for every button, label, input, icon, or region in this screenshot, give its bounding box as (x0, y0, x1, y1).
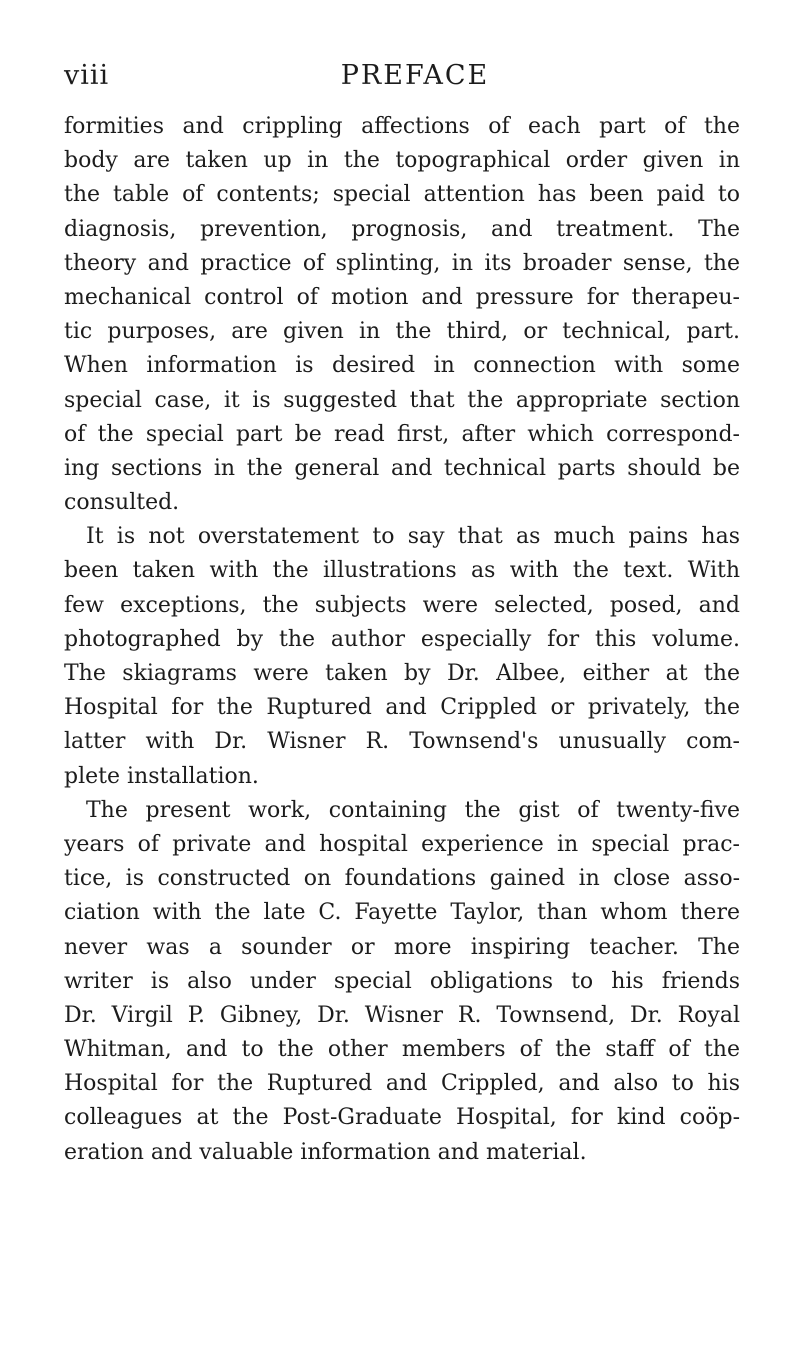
running-head-title: PREFACE (340, 60, 490, 91)
text-line: the table of contents; special attention has been paid to (64, 182, 740, 208)
text-line: photographed by the author especially for this volume. (64, 626, 740, 652)
paragraph-start-line: It is not overstatement to say that as much pains has (86, 524, 740, 550)
text-line: Dr. Virgil P. Gibney, Dr. Wisner R. Townsend, Dr. Royal (64, 1002, 740, 1028)
text-line: Hospital for the Ruptured and Crippled, and also to his (64, 1071, 740, 1097)
text-line: theory and practice of splinting, in its broader sense, the (64, 250, 740, 276)
text-line: body are taken up in the topographical order given in (64, 148, 740, 174)
paragraph-start-line: The present work, containing the gist of twenty-five (86, 797, 740, 823)
paragraph-end-line: consulted. (64, 490, 180, 516)
text-line: years of private and hospital experience in special prac- (64, 831, 740, 857)
text-line: ing sections in the general and technical parts should be (64, 455, 740, 481)
text-line: ciation with the late C. Fayette Taylor, than whom there (64, 900, 740, 926)
paragraph-end-line: plete installation. (64, 763, 259, 789)
preface-body (64, 110, 740, 1170)
text-line: never was a sounder or more inspiring teacher. The (64, 934, 740, 960)
text-line: writer is also under special obligations to his friends (64, 968, 740, 994)
text-line: special case, it is suggested that the appropriate section (64, 387, 740, 413)
text-line: few exceptions, the subjects were selected, posed, and (64, 592, 740, 618)
text-line: colleagues at the Post-Graduate Hospital, for kind coöp- (64, 1105, 740, 1131)
text-line: When information is desired in connection with some (64, 353, 740, 379)
paragraph-end-line: eration and valuable information and material. (64, 1139, 587, 1165)
text-line: been taken with the illustrations as with the text. With (64, 558, 740, 584)
text-line: latter with Dr. Wisner R. Townsend's unusually com- (64, 729, 740, 755)
text-line: tice, is constructed on foundations gained in close asso- (64, 866, 740, 892)
text-line: Hospital for the Ruptured and Crippled or privately, the (64, 695, 740, 721)
text-line: Whitman, and to the other members of the staff of the (64, 1037, 740, 1063)
page-number: viii (64, 60, 110, 91)
text-line: mechanical control of motion and pressure for therapeu- (64, 284, 740, 310)
page-header (64, 60, 744, 100)
text-line: diagnosis, prevention, prognosis, and treatment. The (64, 216, 740, 242)
text-line: of the special part be read first, after which correspond- (64, 421, 740, 447)
text-line: The skiagrams were taken by Dr. Albee, either at the (64, 661, 740, 686)
text-line: formities and crippling affections of each part of the (64, 114, 740, 139)
text-line: tic purposes, are given in the third, or technical, part. (64, 319, 740, 345)
